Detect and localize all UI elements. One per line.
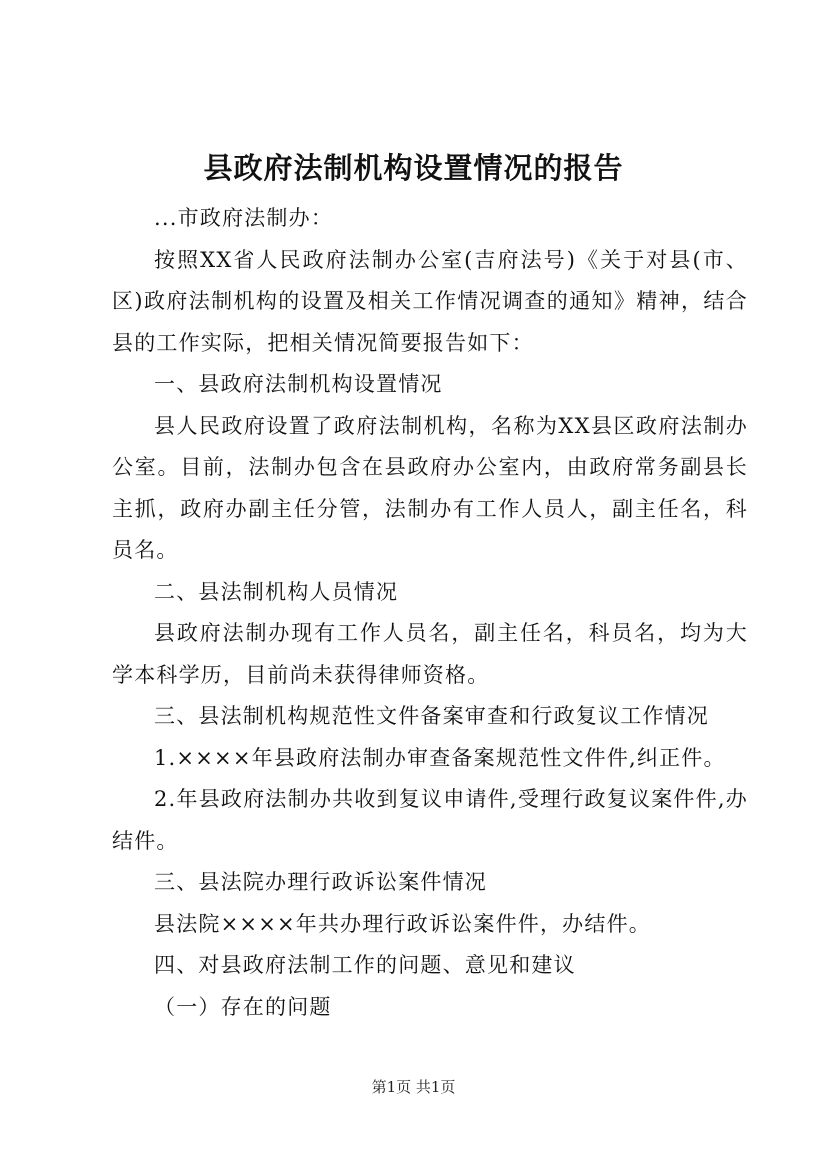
section-heading-4: 三、县法院办理行政诉讼案件情况 [154, 870, 487, 894]
section-body-4: 县法院××××年共办理行政诉讼案件件，办结件。 [154, 911, 651, 936]
subsection-heading-1: （一）存在的问题 [154, 994, 332, 1019]
section-body-1: 县人民政府设置了政府法制机构，名称为XX县区政府法制办公室。目前，法制办包含在县政府办公室内，由政府常务副县长主抓，政府办副主任分管，法制办有工作人员人，副主任名，科员名。 [112, 413, 748, 562]
section-body-2: 县政府法制办现有工作人员名，副主任名，科员名，均为大学本科学历，目前尚未获得律师资格。 [112, 621, 748, 687]
document-body [112, 198, 748, 1028]
intro-paragraph: 按照XX省人民政府法制办公室(吉府法号)《关于对县(市、区)政府法制机构的设置及相关工作情况调查的通知》精神，结合县的工作实际，把相关情况简要报告如下： [112, 247, 748, 355]
section-heading-5: 四、对县政府法制工作的问题、意见和建议 [154, 953, 576, 977]
list-item-2: 2.年县政府法制办共收到复议申请件,受理行政复议案件件,办结件。 [112, 787, 748, 853]
page-number-footer: 第1页 共1页 [371, 1078, 456, 1096]
section-heading-2: 二、县法制机构人员情况 [154, 579, 399, 604]
salutation: ...市政府法制办： [154, 206, 334, 230]
document-title: 县政府法制机构设置情况的报告 [203, 151, 624, 185]
section-heading-3: 三、县法制机构规范性文件备案审查和行政复议工作情况 [154, 704, 709, 728]
list-item-1: 1.××××年县政府法制办审查备案规范性文件件,纠正件。 [154, 745, 726, 770]
section-heading-1: 一、县政府法制机构设置情况 [154, 372, 443, 396]
